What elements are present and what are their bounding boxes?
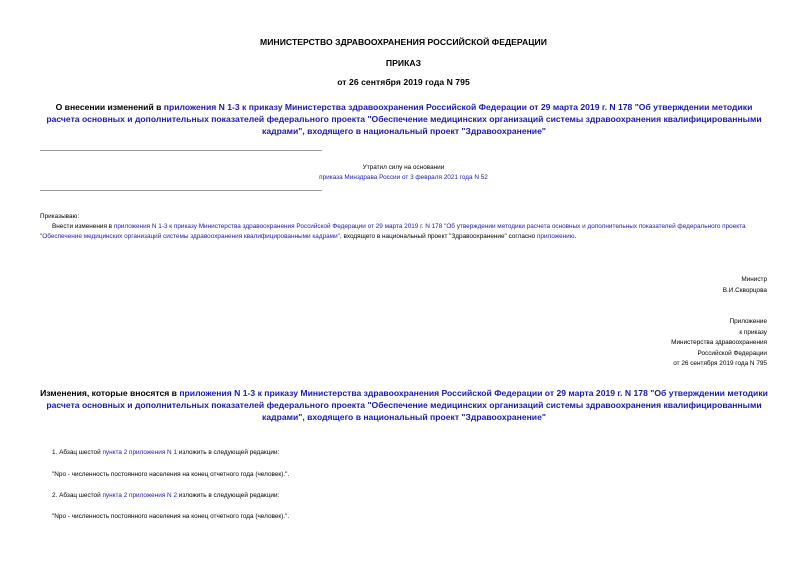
item-1-link[interactable]: пункта 2 приложения N 1 <box>102 449 177 456</box>
item-1-tail: изложить в следующей редакции: <box>177 449 280 456</box>
divider-top <box>40 150 322 151</box>
status-note-link[interactable]: приказа Минздрава России от 3 февраля 2021 года N 52 <box>319 174 488 181</box>
order-link-appendix[interactable]: приложению <box>536 232 575 240</box>
appendix-line2: к приказу <box>739 328 767 336</box>
divider-bottom <box>40 190 322 191</box>
doc-type-heading: ПРИКАЗ <box>385 58 422 68</box>
signature-name: В.И.Скворцова <box>722 286 767 294</box>
item-1 <box>52 448 279 458</box>
order-body <box>40 222 768 241</box>
item-2-link[interactable]: пункта 2 приложения N 2 <box>102 492 177 499</box>
item-2-quote: "Nро - численность постоянного населения на конец отчетного года (человек).". <box>52 513 290 520</box>
appendix-line4: Российской Федерации <box>697 349 767 357</box>
item-2 <box>52 491 279 501</box>
changes-title-prefix: Изменения, которые вносятся в <box>40 388 180 398</box>
appendix-line3: Министерства здравоохранения <box>671 339 767 347</box>
item-2-lead: 2. Абзац шестой <box>52 492 103 499</box>
order-link-appendices[interactable]: приложения N 1-3 к приказу Министерства здравоохранения Российской Федерации от 29 марта 2019 г. N 178 "Об утверждении методики расчета основных и дополнительных показателей федерального проекта "Обеспечение медицинских организаций системы здравоохранения квалифицированными кадрами" <box>40 223 746 240</box>
order-text-end: . <box>574 232 577 240</box>
ministry-heading: МИНИСТЕРСТВО ЗДРАВООХРАНЕНИЯ РОССИЙСКОЙ ФЕДЕРАЦИИ <box>260 37 547 47</box>
order-title-link[interactable]: приложения N 1-3 к приказу Министерства здравоохранения Российской Федерации от 29 марта 2019 г. N 178 "Об утверждении методики расчета основных и дополнительных показателей федерального проекта "Обеспечение медицинских организаций системы здравоохранения квалифицированными кадрами", входящего в национальный проект "Здравоохранение" <box>46 102 762 136</box>
order-text-middle: , входящего в национальный проект "Здравоохранение" согласно <box>339 232 537 240</box>
appendix-line5: от 26 сентября 2019 года N 795 <box>673 360 767 368</box>
appendix-line1: Приложение <box>729 318 767 325</box>
doc-date-number: от 26 сентября 2019 года N 795 <box>337 77 470 87</box>
order-title-prefix: О внесении изменений в <box>55 102 164 112</box>
changes-title-link[interactable]: приложения N 1-3 к приказу Министерства здравоохранения Российской Федерации от 29 марта 2019 г. N 178 "Об утверждении методики расчета основных и дополнительных показателей федерального проекта "Обеспечение медицинских организаций системы здравоохранения квалифицированными кадрами", входящего в национальный проект "Здравоохранение" <box>46 388 768 422</box>
signature-position: Министр <box>741 276 767 283</box>
order-title <box>40 101 768 137</box>
item-1-quote: "Nро - численность постоянного населения на конец отчетного года (человек).". <box>52 471 290 478</box>
changes-title <box>40 387 768 423</box>
order-text-before: Внести изменения в <box>52 223 114 230</box>
order-label: Приказываю: <box>40 213 80 220</box>
status-note-line1: Утратил силу на основании <box>362 164 445 171</box>
item-1-lead: 1. Абзац шестой <box>52 449 103 456</box>
appendix-header <box>671 317 767 370</box>
signature-block <box>723 275 767 296</box>
item-2-tail: изложить в следующей редакции: <box>177 492 280 499</box>
